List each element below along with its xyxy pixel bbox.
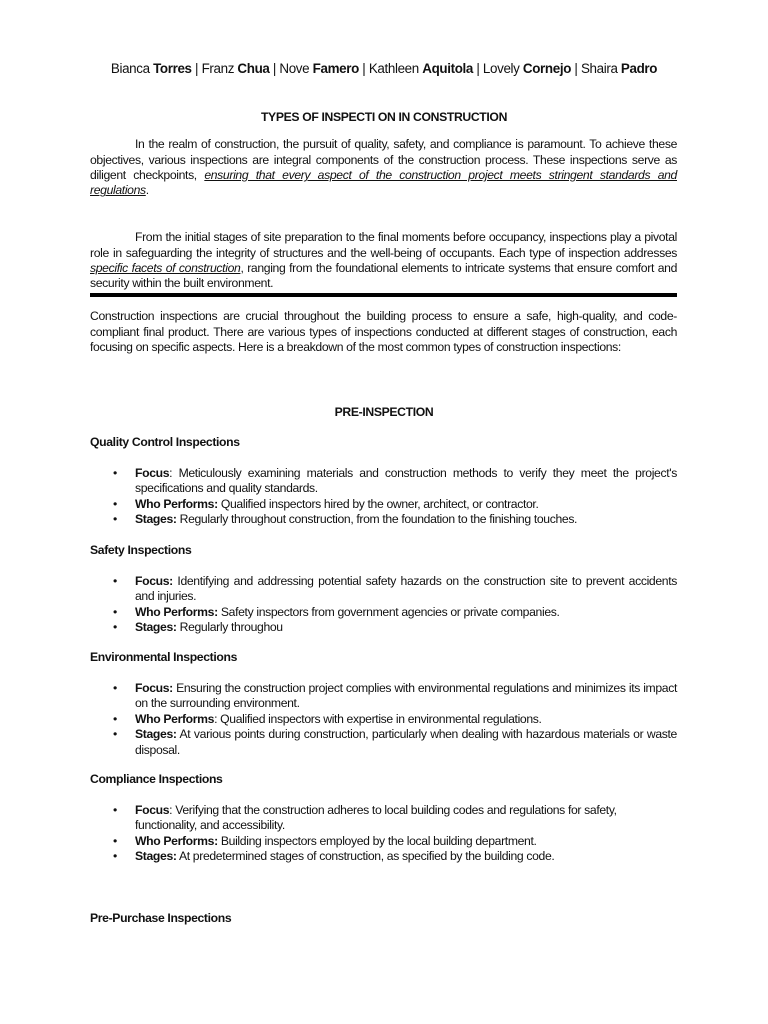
author-last: Famero: [312, 61, 359, 76]
intro-text: From the initial stages of site preparation to the final moments before occupancy, inspections play a pivotal role in safeguarding the integrity of structures and the well-being of occupants. Each type of inspection addresses: [90, 230, 677, 260]
compliance-list: [90, 803, 677, 865]
list-item: [90, 849, 677, 864]
item-label: Who Performs:: [135, 496, 218, 511]
list-item: [90, 712, 677, 727]
item-label: Who Performs:: [135, 604, 218, 619]
item-label: Stages:: [135, 727, 177, 742]
author-first: Kathleen: [368, 61, 419, 76]
subsection-heading: Safety Inspections: [90, 543, 192, 557]
emphasis-text: specific facets of construction: [90, 261, 241, 275]
item-text: Building inspectors employed by the local building department.: [220, 833, 537, 848]
section-title: PRE-INSPECTION: [334, 405, 434, 419]
safety-list: [90, 574, 677, 636]
item-text: Ensuring the construction project complies with environmental regulations and minimizes its impact on the surrounding environment.: [135, 681, 677, 711]
list-item: [90, 512, 677, 527]
bullet-icon: •: [113, 496, 117, 511]
emphasis-text: ensuring that every aspect of the construction project meets stringent standards and regulations: [90, 168, 677, 198]
item-text: Identifying and addressing potential safety hazards on the construction site to prevent accidents and injuries.: [135, 574, 677, 604]
item-text: Meticulously examining materials and construction methods to verify they meet the project's specifications and quality standards.: [135, 466, 677, 496]
subsection-heading: Environmental Inspections: [90, 650, 238, 664]
author-last: Padro: [620, 61, 658, 76]
subsection-heading: Pre-Purchase Inspections: [90, 911, 232, 925]
intro-text: In the realm of construction, the pursuit of quality, safety, and compliance is paramount. To achieve these objectives, various inspections are integral components of the construction process. These inspections serve as diligent checkpoints,: [90, 137, 677, 182]
item-label: Focus: [135, 803, 170, 817]
overview-paragraph: Construction inspections are crucial throughout the building process to ensure a safe, high-quality, and code-compliant final product. There are various types of inspections conducted at different stages of construction, each focusing on specific aspects. Here is a breakdown of the most common types of construction inspections:: [90, 309, 677, 354]
author-separator: |: [476, 61, 480, 76]
list-item: [90, 605, 677, 620]
item-label: Who Performs: [135, 711, 215, 726]
item-text: Safety inspectors from government agencies or private companies.: [220, 604, 560, 619]
qc-list: [90, 466, 677, 528]
list-item: [90, 574, 677, 605]
author-last: Chua: [237, 61, 270, 76]
author-first: Shaira: [580, 61, 618, 76]
horizontal-divider: [90, 293, 677, 297]
author-last: Cornejo: [522, 61, 572, 76]
bullet-icon: •: [113, 803, 117, 817]
author-separator: |: [195, 61, 199, 76]
item-label: Focus:: [135, 681, 173, 695]
intro-paragraph-1: [90, 137, 677, 199]
bullet-icon: •: [113, 711, 117, 726]
document-title: TYPES OF INSPECTI ON IN CONSTRUCTION: [260, 110, 508, 124]
author-separator: |: [574, 61, 578, 76]
item-label: Stages:: [135, 849, 177, 864]
author-first: Franz: [201, 61, 235, 76]
item-text: At various points during construction, particularly when dealing with hazardous materials or waste disposal.: [135, 727, 677, 757]
list-item: [90, 620, 677, 635]
list-item: [90, 466, 677, 497]
bullet-icon: •: [113, 574, 117, 588]
item-text: Regularly throughout construction, from the foundation to the finishing touches.: [179, 512, 578, 527]
author-separator: |: [362, 61, 366, 76]
bullet-icon: •: [113, 833, 117, 848]
item-text: Qualified inspectors hired by the owner, architect, or contractor.: [220, 496, 539, 511]
author-last: Aquitola: [422, 61, 474, 76]
author-first: Lovely: [482, 61, 520, 76]
intro-text: , ranging from the foundational elements to intricate systems that ensure comfort and security within the built environment.: [90, 261, 677, 291]
bullet-icon: •: [113, 604, 117, 619]
subsection-heading: Compliance Inspections: [90, 772, 223, 786]
item-label: Stages:: [135, 620, 177, 635]
author-line: [0, 61, 768, 76]
list-item: [90, 727, 677, 758]
bullet-icon: •: [113, 620, 117, 635]
item-text: Qualified inspectors with expertise in environmental regulations.: [220, 711, 542, 726]
author-last: Torres: [153, 61, 192, 76]
intro-paragraph-2: [90, 230, 677, 292]
bullet-icon: •: [113, 512, 117, 527]
item-label: Stages:: [135, 512, 177, 527]
list-item: [90, 803, 677, 834]
subsection-heading: Quality Control Inspections: [90, 435, 240, 449]
list-item: [90, 681, 677, 712]
list-item: [90, 497, 677, 512]
item-text: Regularly throughou: [179, 620, 283, 635]
bullet-icon: •: [113, 466, 117, 480]
bullet-icon: •: [113, 681, 117, 695]
author-first: Nove: [279, 61, 310, 76]
bullet-icon: •: [113, 849, 117, 864]
item-sep: :: [214, 711, 221, 726]
item-text: At predetermined stages of construction, as specified by the building code.: [178, 849, 555, 864]
list-item: [90, 834, 677, 849]
item-label: Who Performs:: [135, 833, 218, 848]
item-sep: :: [169, 803, 176, 817]
bullet-icon: •: [113, 727, 117, 742]
item-label: Focus: [135, 466, 170, 480]
item-text: Verifying that the construction adheres to local building codes and regulations for safety, functionality, and accessibility.: [135, 803, 617, 833]
env-list: [90, 681, 677, 758]
author-separator: |: [272, 61, 277, 76]
item-sep: :: [169, 466, 179, 480]
item-label: Focus:: [135, 574, 173, 588]
intro-text: .: [145, 183, 149, 198]
author-first: Bianca: [110, 61, 150, 76]
